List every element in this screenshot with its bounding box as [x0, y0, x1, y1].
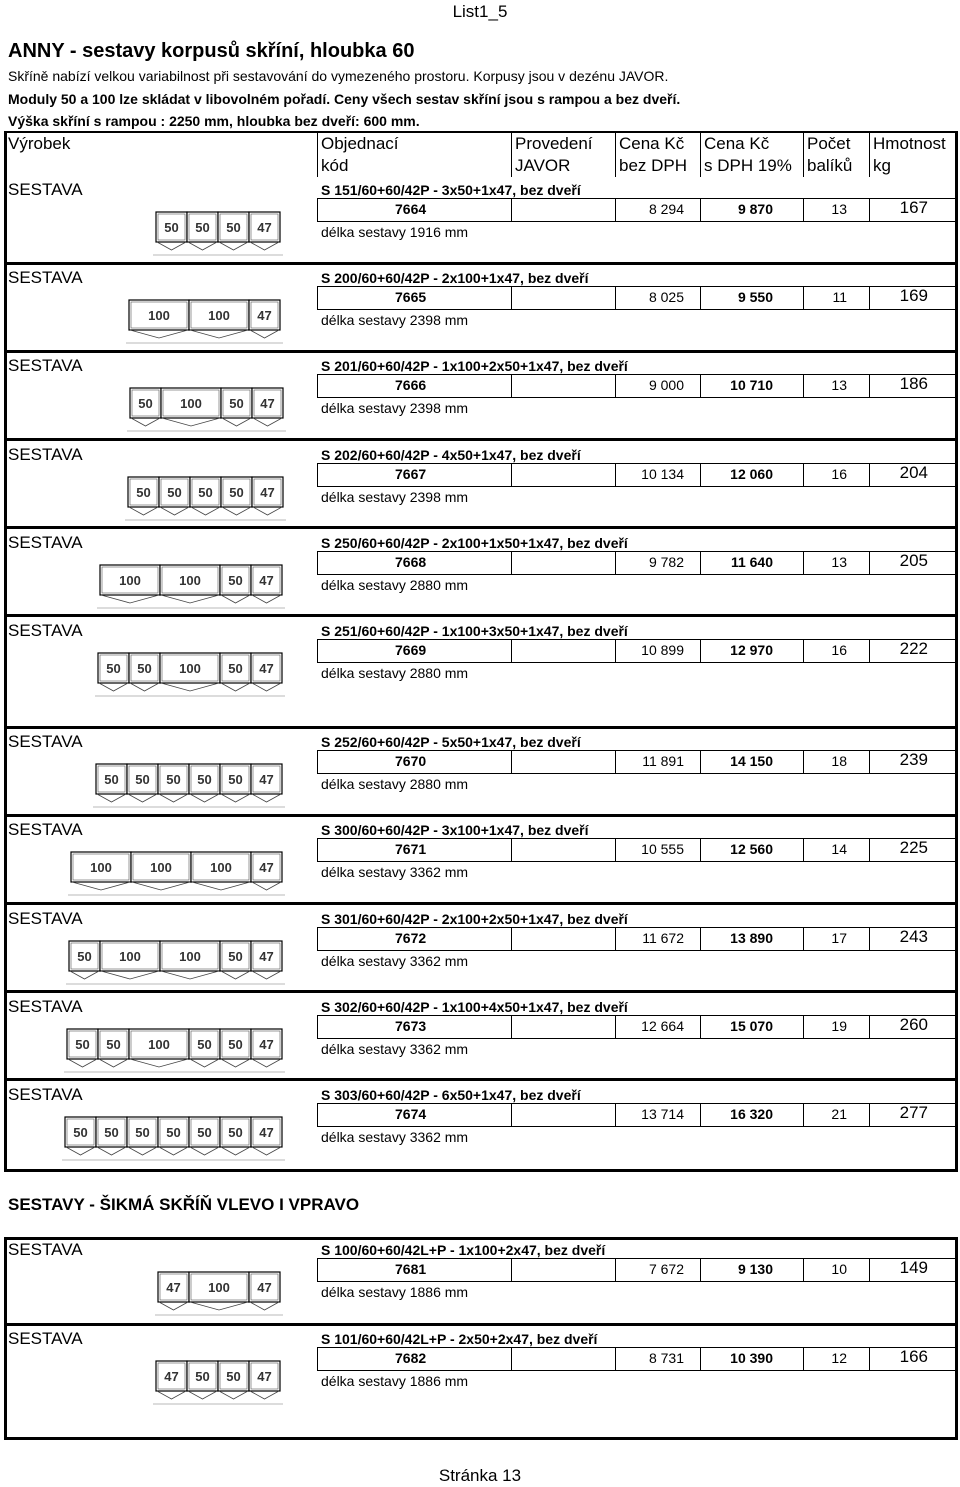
assembly-length: délka sestavy 2880 mm	[321, 665, 469, 681]
header-pocet: Počet	[807, 134, 851, 153]
module-block	[98, 653, 129, 691]
module-label: 47	[259, 1125, 274, 1140]
module-label: 100	[180, 396, 202, 411]
row-separator	[5, 350, 955, 353]
header-baliku: balíků	[807, 156, 853, 175]
header-javor: JAVOR	[515, 156, 571, 175]
order-code: 7674	[395, 1106, 427, 1122]
module-label: 47	[164, 1369, 179, 1384]
module-block	[100, 565, 160, 603]
sheet-label: List1_5	[452, 2, 508, 21]
package-count: 13	[831, 377, 847, 393]
package-count: 16	[831, 466, 847, 482]
module-block	[221, 477, 252, 515]
row-label: SESTAVA	[8, 1329, 83, 1348]
module-label: 50	[228, 772, 243, 787]
module-label: 47	[257, 220, 272, 235]
product-name: S 200/60+60/42P - 2x100+1x47, bez dveří	[321, 270, 589, 286]
module-block	[129, 300, 189, 338]
module-diagram	[153, 1358, 283, 1414]
package-count: 11	[832, 289, 847, 305]
price-with-vat: 9 550	[737, 289, 773, 305]
assembly-length: délka sestavy 2398 mm	[321, 312, 469, 328]
row-label: SESTAVA	[8, 1085, 83, 1104]
price-without-vat: 10 134	[641, 466, 684, 482]
assembly-length: délka sestavy 3362 mm	[321, 1041, 469, 1057]
module-block	[96, 764, 127, 802]
module-label: 50	[135, 1125, 150, 1140]
order-code: 7666	[395, 377, 427, 393]
price-without-vat: 11 891	[642, 753, 684, 769]
module-block	[131, 852, 191, 890]
assembly-length: délka sestavy 2398 mm	[321, 489, 469, 505]
weight-kg: 222	[899, 639, 928, 658]
module-label: 100	[148, 308, 170, 323]
assembly-length: délka sestavy 2398 mm	[321, 400, 469, 416]
assembly-length: délka sestavy 1886 mm	[321, 1373, 469, 1389]
weight-kg: 243	[899, 927, 928, 946]
intro-line-3: Výška skříní s rampou : 2250 mm, hloubka bez dveří: 600 mm.	[8, 113, 420, 129]
module-label: 100	[210, 860, 232, 875]
package-count: 19	[831, 1018, 847, 1034]
module-label: 100	[119, 949, 141, 964]
module-block	[96, 1117, 127, 1155]
module-diagram	[64, 1026, 285, 1082]
module-block	[69, 941, 100, 979]
module-label: 47	[259, 860, 274, 875]
intro-line-2: Moduly 50 a 100 lze skládat v libovolném pořadí. Ceny všech sestav skříní jsou s rampou a bez dveří.	[8, 91, 681, 107]
module-label: 47	[259, 1037, 274, 1052]
package-count: 10	[831, 1261, 847, 1277]
module-block	[220, 1029, 251, 1067]
weight-kg: 239	[899, 750, 928, 769]
row-separator	[5, 726, 955, 729]
weight-kg: 166	[899, 1347, 928, 1366]
module-label: 50	[167, 485, 182, 500]
module-label: 50	[197, 1037, 212, 1052]
module-block	[218, 212, 249, 250]
module-block	[221, 388, 252, 426]
product-name: S 100/60+60/42L+P - 1x100+2x47, bez dveří	[321, 1242, 606, 1258]
module-block	[156, 212, 187, 250]
order-code: 7670	[395, 753, 427, 769]
order-code: 7665	[395, 289, 427, 305]
product-name: S 252/60+60/42P - 5x50+1x47, bez dveří	[321, 734, 581, 750]
module-block	[190, 477, 221, 515]
weight-kg: 204	[899, 463, 928, 482]
weight-kg: 277	[899, 1103, 928, 1122]
order-code: 7682	[395, 1350, 427, 1366]
package-count: 14	[831, 841, 847, 857]
module-block	[189, 1029, 220, 1067]
assembly-length: délka sestavy 2880 mm	[321, 577, 469, 593]
module-diagram	[62, 1114, 285, 1170]
order-code: 7664	[395, 201, 427, 217]
module-label: 50	[195, 1369, 210, 1384]
weight-kg: 260	[899, 1015, 928, 1034]
price-with-vat: 10 390	[730, 1350, 773, 1366]
header-hmotnost: Hmotnost	[873, 134, 946, 153]
module-label: 50	[226, 1369, 241, 1384]
product-name: S 251/60+60/42P - 1x100+3x50+1x47, bez dveří	[321, 623, 628, 639]
module-label: 100	[148, 1037, 170, 1052]
module-block	[220, 1117, 251, 1155]
module-block	[220, 941, 251, 979]
row-label: SESTAVA	[8, 909, 83, 928]
page-title: ANNY - sestavy korpusů skříní, hloubka 60	[8, 40, 415, 62]
price-with-vat: 10 710	[730, 377, 773, 393]
package-count: 18	[831, 753, 847, 769]
header-vyrobek: Výrobek	[8, 134, 71, 153]
package-count: 13	[831, 201, 847, 217]
module-label: 50	[106, 661, 121, 676]
weight-kg: 186	[899, 374, 928, 393]
weight-kg: 205	[899, 551, 928, 570]
order-code: 7669	[395, 642, 427, 658]
module-block	[158, 764, 189, 802]
module-label: 47	[257, 1369, 272, 1384]
module-block	[128, 477, 159, 515]
product-name: S 101/60+60/42L+P - 2x50+2x47, bez dveří	[321, 1331, 598, 1347]
price-without-vat: 10 555	[641, 841, 684, 857]
module-diagram	[126, 297, 283, 353]
price-with-vat: 12 060	[730, 466, 773, 482]
module-label: 47	[257, 308, 272, 323]
module-label: 47	[259, 573, 274, 588]
module-block	[127, 764, 158, 802]
assembly-length: délka sestavy 1886 mm	[321, 1284, 469, 1300]
header-kg: kg	[873, 156, 891, 175]
module-block	[159, 477, 190, 515]
module-block	[158, 1272, 189, 1310]
module-block	[251, 1029, 282, 1067]
module-block	[220, 653, 251, 691]
row-separator	[5, 526, 955, 529]
assembly-length: délka sestavy 3362 mm	[321, 953, 469, 969]
module-block	[220, 764, 251, 802]
header-objednaci: Objednací	[321, 134, 399, 153]
module-block	[251, 941, 282, 979]
module-label: 50	[73, 1125, 88, 1140]
row-label: SESTAVA	[8, 356, 83, 375]
product-name: S 301/60+60/42P - 2x100+2x50+1x47, bez dveří	[321, 911, 628, 927]
order-code: 7681	[395, 1261, 427, 1277]
module-block	[220, 565, 251, 603]
module-block	[249, 300, 280, 338]
price-without-vat: 10 899	[641, 642, 684, 658]
row-separator	[5, 990, 955, 993]
module-label: 50	[166, 1125, 181, 1140]
product-name: S 303/60+60/42P - 6x50+1x47, bez dveří	[321, 1087, 581, 1103]
header-kod: kód	[321, 156, 349, 175]
row-separator	[5, 438, 955, 441]
module-label: 47	[260, 485, 275, 500]
row-separator	[5, 814, 955, 817]
module-label: 50	[135, 772, 150, 787]
price-with-vat: 12 560	[730, 841, 773, 857]
order-code: 7667	[395, 466, 427, 482]
module-diagram	[66, 938, 285, 994]
module-label: 50	[228, 1037, 243, 1052]
module-label: 50	[197, 772, 212, 787]
module-block	[189, 300, 249, 338]
module-block	[127, 1117, 158, 1155]
module-block	[249, 1272, 280, 1310]
module-block	[158, 1117, 189, 1155]
module-label: 50	[228, 949, 243, 964]
module-label: 50	[229, 485, 244, 500]
row-separator	[5, 262, 955, 265]
package-count: 16	[831, 642, 847, 658]
module-label: 47	[257, 1280, 272, 1295]
row-separator	[5, 614, 955, 617]
header-bez-dph: bez DPH	[619, 156, 688, 175]
module-block	[160, 941, 220, 979]
module-block	[189, 764, 220, 802]
product-name: S 302/60+60/42P - 1x100+4x50+1x47, bez dveří	[321, 999, 628, 1015]
product-name: S 250/60+60/42P - 2x100+1x50+1x47, bez dveří	[321, 535, 628, 551]
assembly-length: délka sestavy 1916 mm	[321, 224, 469, 240]
product-name: S 300/60+60/42P - 3x100+1x47, bez dveří	[321, 822, 589, 838]
module-label: 50	[136, 485, 151, 500]
module-label: 47	[166, 1280, 181, 1295]
weight-kg: 149	[899, 1258, 928, 1277]
price-with-vat: 9 130	[737, 1261, 773, 1277]
module-label: 50	[106, 1037, 121, 1052]
module-label: 100	[208, 1280, 230, 1295]
module-block	[189, 1117, 220, 1155]
module-label: 47	[260, 396, 275, 411]
module-block	[160, 653, 220, 691]
row-separator	[5, 902, 955, 905]
module-label: 47	[259, 949, 274, 964]
price-with-vat: 14 150	[730, 753, 773, 769]
module-label: 50	[164, 220, 179, 235]
row-label: SESTAVA	[8, 180, 83, 199]
module-block	[129, 653, 160, 691]
module-diagram	[95, 650, 285, 706]
module-block	[252, 477, 283, 515]
intro-line-1: Skříně nabízí velkou variabilnost při sestavování do vymezeného prostoru. Korpusy jsou v dezénu JAVOR.	[8, 68, 669, 84]
weight-kg: 167	[899, 198, 928, 217]
module-label: 100	[179, 661, 201, 676]
module-label: 50	[104, 772, 119, 787]
module-label: 50	[228, 573, 243, 588]
price-without-vat: 8 025	[648, 289, 684, 305]
header-provedeni: Provedení	[515, 134, 593, 153]
assembly-length: délka sestavy 2880 mm	[321, 776, 469, 792]
header-cena2: Cena Kč	[704, 134, 770, 153]
order-code: 7673	[395, 1018, 427, 1034]
product-name: S 202/60+60/42P - 4x50+1x47, bez dveří	[321, 447, 581, 463]
module-block	[160, 565, 220, 603]
header-s-dph: s DPH 19%	[704, 156, 792, 175]
module-block	[67, 1029, 98, 1067]
module-label: 50	[77, 949, 92, 964]
row-label: SESTAVA	[8, 997, 83, 1016]
module-block	[187, 1361, 218, 1399]
module-block	[251, 653, 282, 691]
module-block	[249, 212, 280, 250]
module-block	[218, 1361, 249, 1399]
module-label: 50	[226, 220, 241, 235]
module-block	[191, 852, 251, 890]
module-label: 100	[208, 308, 230, 323]
module-label: 100	[90, 860, 112, 875]
price-without-vat: 8 731	[648, 1350, 684, 1366]
price-without-vat: 9 000	[648, 377, 684, 393]
package-count: 17	[831, 930, 847, 946]
module-block	[65, 1117, 96, 1155]
row-label: SESTAVA	[8, 268, 83, 287]
module-block	[251, 764, 282, 802]
module-block	[249, 1361, 280, 1399]
module-label: 50	[166, 772, 181, 787]
price-with-vat: 11 640	[730, 554, 773, 570]
module-diagram	[97, 562, 285, 618]
weight-kg: 225	[899, 838, 928, 857]
module-label: 100	[179, 573, 201, 588]
row-label: SESTAVA	[8, 732, 83, 751]
module-diagram	[68, 849, 285, 905]
module-diagram	[153, 209, 283, 265]
module-label: 100	[179, 949, 201, 964]
module-label: 100	[119, 573, 141, 588]
price-with-vat: 12 970	[730, 642, 773, 658]
order-code: 7671	[395, 841, 427, 857]
row-separator	[5, 1078, 955, 1081]
module-label: 50	[75, 1037, 90, 1052]
module-label: 50	[198, 485, 213, 500]
row-label: SESTAVA	[8, 533, 83, 552]
module-diagram	[127, 385, 286, 441]
module-block	[251, 565, 282, 603]
module-block	[98, 1029, 129, 1067]
module-block	[189, 1272, 249, 1310]
row-label: SESTAVA	[8, 445, 83, 464]
price-without-vat: 12 664	[641, 1018, 684, 1034]
order-code: 7672	[395, 930, 427, 946]
row-separator	[5, 1323, 955, 1326]
assembly-length: délka sestavy 3362 mm	[321, 1129, 469, 1145]
price-with-vat: 15 070	[730, 1018, 773, 1034]
module-block	[252, 388, 283, 426]
price-with-vat: 9 870	[737, 201, 773, 217]
module-label: 50	[104, 1125, 119, 1140]
module-block	[71, 852, 131, 890]
module-diagram	[125, 474, 286, 530]
module-block	[130, 388, 161, 426]
module-label: 50	[197, 1125, 212, 1140]
module-label: 50	[195, 220, 210, 235]
module-label: 47	[259, 772, 274, 787]
header-cena1: Cena Kč	[619, 134, 685, 153]
module-block	[187, 212, 218, 250]
module-diagram	[155, 1269, 283, 1325]
module-label: 50	[137, 661, 152, 676]
module-label: 50	[229, 396, 244, 411]
module-label: 47	[259, 661, 274, 676]
module-block	[129, 1029, 189, 1067]
module-label: 50	[228, 1125, 243, 1140]
row-label: SESTAVA	[8, 820, 83, 839]
product-name: S 151/60+60/42P - 3x50+1x47, bez dveří	[321, 182, 581, 198]
price-without-vat: 11 672	[642, 930, 684, 946]
section2-title: SESTAVY - ŠIKMÁ SKŘÍŇ VLEVO I VPRAVO	[8, 1195, 360, 1214]
package-count: 12	[831, 1350, 847, 1366]
module-diagram	[93, 761, 285, 817]
price-with-vat: 16 320	[730, 1106, 773, 1122]
price-without-vat: 7 672	[648, 1261, 684, 1277]
module-label: 50	[138, 396, 153, 411]
package-count: 21	[831, 1106, 847, 1122]
module-block	[251, 1117, 282, 1155]
package-count: 13	[831, 554, 847, 570]
price-with-vat: 13 890	[730, 930, 773, 946]
order-code: 7668	[395, 554, 427, 570]
module-label: 100	[150, 860, 172, 875]
row-label: SESTAVA	[8, 621, 83, 640]
row-label: SESTAVA	[8, 1240, 83, 1259]
module-block	[100, 941, 160, 979]
module-block	[156, 1361, 187, 1399]
module-block	[161, 388, 221, 426]
weight-kg: 169	[899, 286, 928, 305]
price-without-vat: 13 714	[641, 1106, 684, 1122]
module-label: 50	[228, 661, 243, 676]
assembly-length: délka sestavy 3362 mm	[321, 864, 469, 880]
product-name: S 201/60+60/42P - 1x100+2x50+1x47, bez dveří	[321, 358, 628, 374]
price-without-vat: 9 782	[648, 554, 684, 570]
price-without-vat: 8 294	[648, 201, 684, 217]
page-footer: Stránka 13	[438, 1466, 522, 1485]
module-block	[251, 852, 282, 890]
